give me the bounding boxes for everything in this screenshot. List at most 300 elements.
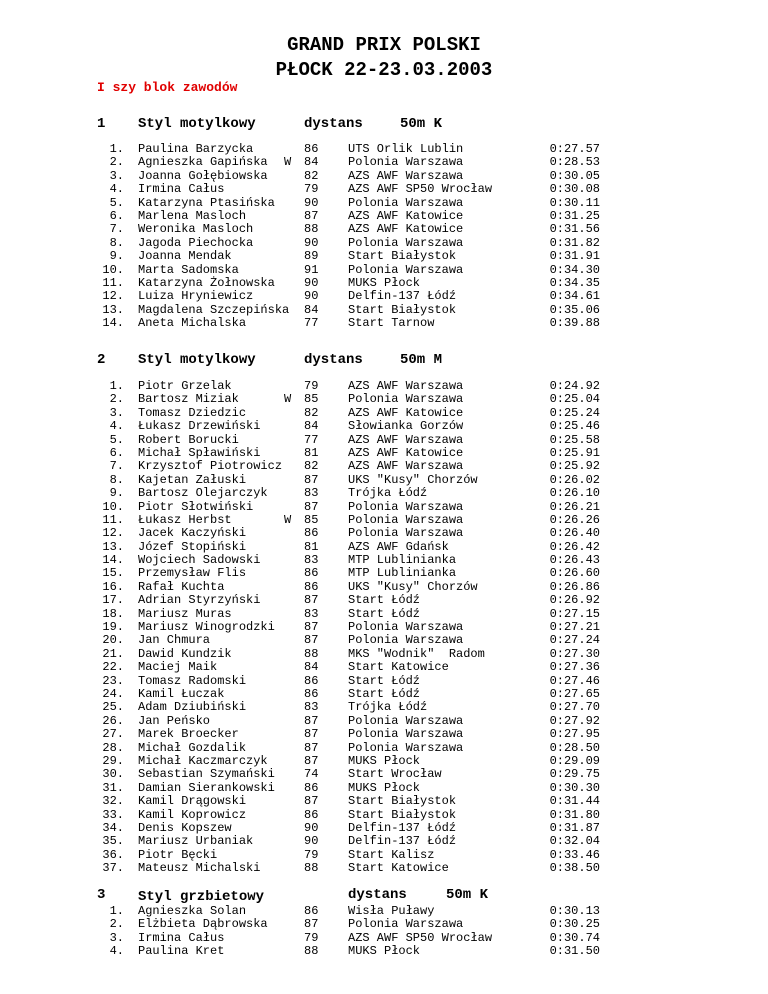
time-cell: 0:29.75 bbox=[549, 767, 600, 782]
club-cell: Start Katowice bbox=[348, 861, 449, 876]
name-cell: Marlena Masloch bbox=[138, 208, 247, 223]
club-cell: Polonia Warszawa bbox=[348, 713, 464, 728]
time-cell: 0:33.46 bbox=[549, 847, 600, 862]
name-cell: Michał Gozdalik bbox=[138, 740, 247, 755]
year-cell: 87 bbox=[304, 753, 319, 768]
time-cell: 0:30.74 bbox=[549, 930, 600, 945]
time-cell: 0:26.02 bbox=[549, 472, 600, 487]
name-cell: Piotr Bęcki bbox=[138, 847, 218, 862]
name-cell: Kamil Koprowicz bbox=[138, 807, 247, 822]
table-row bbox=[0, 541, 768, 554]
year-cell: 86 bbox=[304, 526, 319, 541]
club-cell: AZS AWF Katowice bbox=[348, 445, 464, 460]
year-cell: 84 bbox=[304, 155, 319, 170]
rank-cell: 16. bbox=[102, 579, 124, 594]
year-cell: 88 bbox=[304, 646, 319, 661]
table-row bbox=[0, 945, 768, 958]
year-cell: 87 bbox=[304, 472, 319, 487]
table-row bbox=[0, 755, 768, 768]
year-cell: 74 bbox=[304, 767, 319, 782]
club-cell: Polonia Warszawa bbox=[348, 740, 464, 755]
time-cell: 0:30.30 bbox=[549, 780, 600, 795]
year-cell: 79 bbox=[304, 182, 319, 197]
table-row bbox=[0, 675, 768, 688]
time-cell: 0:24.92 bbox=[549, 379, 600, 393]
time-cell: 0:27.21 bbox=[549, 620, 600, 635]
club-cell: Delfin-137 Łódź bbox=[348, 820, 457, 835]
table-row bbox=[0, 554, 768, 567]
table-row bbox=[0, 782, 768, 795]
year-cell: 86 bbox=[304, 686, 319, 701]
time-cell: 0:27.65 bbox=[549, 686, 600, 701]
time-cell: 0:26.42 bbox=[549, 539, 600, 554]
rank-cell: 6. bbox=[109, 208, 124, 223]
year-cell: 90 bbox=[304, 235, 319, 250]
name-cell: Luiza Hryniewicz bbox=[138, 289, 254, 304]
time-cell: 0:31.80 bbox=[549, 807, 600, 822]
club-cell: AZS AWF Warszawa bbox=[348, 168, 464, 183]
time-cell: 0:25.92 bbox=[549, 459, 600, 474]
name-cell: Weronika Masloch bbox=[138, 222, 254, 237]
section-length: 50m K bbox=[446, 887, 489, 903]
club-cell: MTP Lublinianka bbox=[348, 553, 457, 568]
year-cell: 86 bbox=[304, 807, 319, 822]
rank-cell: 17. bbox=[102, 593, 124, 608]
time-cell: 0:25.04 bbox=[549, 392, 600, 407]
name-cell: Łukasz Drzewiński bbox=[138, 419, 261, 434]
rank-cell: 11. bbox=[102, 512, 124, 527]
rank-cell: 24. bbox=[102, 686, 124, 701]
year-cell: 89 bbox=[304, 249, 319, 264]
club-cell: Start Łódź bbox=[348, 606, 421, 621]
time-cell: 0:29.09 bbox=[549, 753, 600, 768]
club-cell: Start Łódź bbox=[348, 673, 421, 688]
table-row bbox=[0, 501, 768, 514]
table-row bbox=[0, 210, 768, 223]
rank-cell: 8. bbox=[109, 472, 124, 487]
table-row bbox=[0, 581, 768, 594]
club-cell: AZS AWF Katowice bbox=[348, 222, 464, 237]
year-cell: 84 bbox=[304, 302, 319, 317]
table-row bbox=[0, 460, 768, 473]
table-row bbox=[0, 661, 768, 674]
club-cell: Polonia Warszawa bbox=[348, 262, 464, 277]
table-row bbox=[0, 514, 768, 527]
club-cell: AZS AWF Gdańsk bbox=[348, 539, 449, 554]
table-row bbox=[0, 264, 768, 277]
rank-cell: 26. bbox=[102, 713, 124, 728]
name-cell: Paulina Barzycka bbox=[138, 142, 254, 156]
name-cell: Bartosz Miziak bbox=[138, 392, 239, 407]
name-cell: Robert Borucki bbox=[138, 432, 239, 447]
name-cell: Mariusz Winogrodzki bbox=[138, 620, 275, 635]
year-cell: 84 bbox=[304, 419, 319, 434]
section-number: 2 bbox=[97, 352, 106, 368]
name-cell: Józef Stopiński bbox=[138, 539, 247, 554]
time-cell: 0:27.24 bbox=[549, 633, 600, 648]
year-cell: 86 bbox=[304, 142, 319, 156]
table-row bbox=[0, 862, 768, 875]
time-cell: 0:27.92 bbox=[549, 713, 600, 728]
club-cell: Polonia Warszawa bbox=[348, 235, 464, 250]
year-cell: 90 bbox=[304, 289, 319, 304]
name-cell: Kamil Drągowski bbox=[138, 794, 247, 809]
name-cell: Kajetan Załuski bbox=[138, 472, 247, 487]
time-cell: 0:38.50 bbox=[549, 861, 600, 876]
rank-cell: 33. bbox=[102, 807, 124, 822]
year-cell: 86 bbox=[304, 579, 319, 594]
name-cell: Dawid Kundzik bbox=[138, 646, 232, 661]
year-cell: 87 bbox=[304, 713, 319, 728]
name-cell: Adam Dziubiński bbox=[138, 700, 247, 715]
club-cell: Start Białystok bbox=[348, 302, 457, 317]
table-row bbox=[0, 768, 768, 781]
club-cell: Słowianka Gorzów bbox=[348, 419, 464, 434]
time-cell: 0:25.58 bbox=[549, 432, 600, 447]
rank-cell: 1. bbox=[109, 904, 124, 918]
rank-cell: 35. bbox=[102, 834, 124, 849]
time-cell: 0:27.15 bbox=[549, 606, 600, 621]
time-cell: 0:34.30 bbox=[549, 262, 600, 277]
club-cell: Start Białystok bbox=[348, 807, 457, 822]
table-row bbox=[0, 317, 768, 330]
club-cell: Polonia Warszawa bbox=[348, 155, 464, 170]
year-cell: 90 bbox=[304, 820, 319, 835]
club-cell: Start Łódź bbox=[348, 593, 421, 608]
rank-cell: 2. bbox=[109, 917, 124, 932]
year-cell: 86 bbox=[304, 780, 319, 795]
time-cell: 0:27.70 bbox=[549, 700, 600, 715]
club-cell: Wisła Puławy bbox=[348, 904, 435, 918]
name-cell: Irmina Całus bbox=[138, 930, 225, 945]
time-cell: 0:26.92 bbox=[549, 593, 600, 608]
table-row bbox=[0, 728, 768, 741]
table-row bbox=[0, 795, 768, 808]
name-cell: Adrian Styrzyński bbox=[138, 593, 261, 608]
page-subtitle: PŁOCK 22-23.03.2003 bbox=[275, 59, 493, 81]
club-cell: Delfin-137 Łódź bbox=[348, 289, 457, 304]
time-cell: 0:34.61 bbox=[549, 289, 600, 304]
name-cell: Irmina Całus bbox=[138, 182, 225, 197]
club-cell: MUKS Płock bbox=[348, 753, 421, 768]
club-cell: AZS AWF Katowice bbox=[348, 405, 464, 420]
club-cell: Polonia Warszawa bbox=[348, 512, 464, 527]
time-cell: 0:30.05 bbox=[549, 168, 600, 183]
rank-cell: 1. bbox=[109, 379, 124, 393]
club-cell: Polonia Warszawa bbox=[348, 499, 464, 514]
time-cell: 0:30.11 bbox=[549, 195, 600, 210]
rank-cell: 29. bbox=[102, 753, 124, 768]
name-cell: Michał Spławiński bbox=[138, 445, 261, 460]
section-length: 50m M bbox=[400, 352, 443, 368]
table-row bbox=[0, 715, 768, 728]
rank-cell: 9. bbox=[109, 486, 124, 501]
table-row bbox=[0, 393, 768, 406]
rank-cell: 11. bbox=[102, 275, 124, 290]
year-cell: 83 bbox=[304, 606, 319, 621]
name-cell: Mateusz Michalski bbox=[138, 861, 261, 876]
year-cell: 90 bbox=[304, 275, 319, 290]
rank-cell: 3. bbox=[109, 930, 124, 945]
name-cell: Agnieszka Solan bbox=[138, 904, 247, 918]
year-cell: 87 bbox=[304, 593, 319, 608]
club-cell: Polonia Warszawa bbox=[348, 392, 464, 407]
table-row bbox=[0, 277, 768, 290]
table-row bbox=[0, 648, 768, 661]
year-cell: 79 bbox=[304, 379, 319, 393]
rank-cell: 19. bbox=[102, 620, 124, 635]
club-cell: Polonia Warszawa bbox=[348, 633, 464, 648]
flag-cell: W bbox=[284, 512, 292, 527]
name-cell: Agnieszka Gapińska bbox=[138, 155, 268, 170]
name-cell: Joanna Gołębiowska bbox=[138, 168, 268, 183]
year-cell: 90 bbox=[304, 834, 319, 849]
table-row bbox=[0, 304, 768, 317]
club-cell: Start Łódź bbox=[348, 686, 421, 701]
year-cell: 83 bbox=[304, 486, 319, 501]
year-cell: 90 bbox=[304, 195, 319, 210]
table-row bbox=[0, 290, 768, 303]
name-cell: Łukasz Herbst bbox=[138, 512, 232, 527]
rank-cell: 21. bbox=[102, 646, 124, 661]
flag-cell: W bbox=[284, 155, 292, 170]
results-table bbox=[0, 143, 768, 330]
section-style: Styl grzbietowy bbox=[138, 889, 265, 905]
results-table bbox=[0, 380, 768, 875]
year-cell: 84 bbox=[304, 660, 319, 675]
time-cell: 0:26.60 bbox=[549, 566, 600, 581]
table-row bbox=[0, 822, 768, 835]
name-cell: Jan Chmura bbox=[138, 633, 211, 648]
year-cell: 82 bbox=[304, 405, 319, 420]
table-row bbox=[0, 407, 768, 420]
name-cell: Denis Kopszew bbox=[138, 820, 232, 835]
rank-cell: 28. bbox=[102, 740, 124, 755]
name-cell: Magdalena Szczepińska bbox=[138, 302, 290, 317]
table-row bbox=[0, 835, 768, 848]
club-cell: Polonia Warszawa bbox=[348, 727, 464, 742]
name-cell: Przemysław Flis bbox=[138, 566, 247, 581]
rank-cell: 6. bbox=[109, 445, 124, 460]
rank-cell: 5. bbox=[109, 432, 124, 447]
time-cell: 0:31.44 bbox=[549, 794, 600, 809]
time-cell: 0:27.36 bbox=[549, 660, 600, 675]
time-cell: 0:26.86 bbox=[549, 579, 600, 594]
rank-cell: 22. bbox=[102, 660, 124, 675]
year-cell: 88 bbox=[304, 222, 319, 237]
rank-cell: 2. bbox=[109, 155, 124, 170]
club-cell: Polonia Warszawa bbox=[348, 917, 464, 932]
rank-cell: 10. bbox=[102, 499, 124, 514]
name-cell: Jacek Kaczyński bbox=[138, 526, 247, 541]
name-cell: Mariusz Urbaniak bbox=[138, 834, 254, 849]
time-cell: 0:31.91 bbox=[549, 249, 600, 264]
time-cell: 0:27.46 bbox=[549, 673, 600, 688]
name-cell: Kamil Łuczak bbox=[138, 686, 225, 701]
rank-cell: 12. bbox=[102, 289, 124, 304]
rank-cell: 13. bbox=[102, 302, 124, 317]
rank-cell: 12. bbox=[102, 526, 124, 541]
rank-cell: 10. bbox=[102, 262, 124, 277]
rank-cell: 31. bbox=[102, 780, 124, 795]
time-cell: 0:31.50 bbox=[549, 944, 600, 959]
rank-cell: 15. bbox=[102, 566, 124, 581]
rank-cell: 34. bbox=[102, 820, 124, 835]
section-length: 50m K bbox=[400, 116, 443, 132]
time-cell: 0:39.88 bbox=[549, 316, 600, 331]
time-cell: 0:27.95 bbox=[549, 727, 600, 742]
year-cell: 88 bbox=[304, 861, 319, 876]
club-cell: AZS AWF SP50 Wrocław bbox=[348, 182, 493, 197]
name-cell: Maciej Maik bbox=[138, 660, 218, 675]
name-cell: Marta Sadomska bbox=[138, 262, 239, 277]
table-row bbox=[0, 237, 768, 250]
table-row bbox=[0, 447, 768, 460]
year-cell: 83 bbox=[304, 700, 319, 715]
year-cell: 87 bbox=[304, 740, 319, 755]
club-cell: Start Białystok bbox=[348, 249, 457, 264]
year-cell: 81 bbox=[304, 539, 319, 554]
name-cell: Piotr Grzelak bbox=[138, 379, 232, 393]
table-row bbox=[0, 932, 768, 945]
name-cell: Marek Broecker bbox=[138, 727, 239, 742]
rank-cell: 32. bbox=[102, 794, 124, 809]
name-cell: Elżbieta Dąbrowska bbox=[138, 917, 268, 932]
table-row bbox=[0, 143, 768, 156]
rank-cell: 37. bbox=[102, 861, 124, 876]
rank-cell: 25. bbox=[102, 700, 124, 715]
table-row bbox=[0, 594, 768, 607]
name-cell: Katarzyna Żołnowska bbox=[138, 275, 275, 290]
time-cell: 0:25.24 bbox=[549, 405, 600, 420]
table-row bbox=[0, 474, 768, 487]
name-cell: Paulina Kret bbox=[138, 944, 225, 959]
club-cell: Delfin-137 Łódź bbox=[348, 834, 457, 849]
section-distance-label: dystans bbox=[304, 116, 363, 132]
year-cell: 79 bbox=[304, 847, 319, 862]
table-row bbox=[0, 567, 768, 580]
table-row bbox=[0, 809, 768, 822]
table-row bbox=[0, 742, 768, 755]
club-cell: AZS AWF Warszawa bbox=[348, 459, 464, 474]
year-cell: 86 bbox=[304, 673, 319, 688]
club-cell: UKS "Kusy" Chorzów bbox=[348, 472, 478, 487]
table-row bbox=[0, 487, 768, 500]
name-cell: Tomasz Dziedzic bbox=[138, 405, 247, 420]
year-cell: 82 bbox=[304, 459, 319, 474]
year-cell: 87 bbox=[304, 917, 319, 932]
name-cell: Aneta Michalska bbox=[138, 316, 247, 331]
table-row bbox=[0, 250, 768, 263]
section-distance-label: dystans bbox=[348, 887, 407, 903]
rank-cell: 1. bbox=[109, 142, 124, 156]
club-cell: Start Tarnow bbox=[348, 316, 435, 331]
name-cell: Jan Peńsko bbox=[138, 713, 211, 728]
rank-cell: 4. bbox=[109, 182, 124, 197]
club-cell: Start Katowice bbox=[348, 660, 449, 675]
time-cell: 0:31.87 bbox=[549, 820, 600, 835]
club-cell: Trójka Łódź bbox=[348, 700, 428, 715]
time-cell: 0:34.35 bbox=[549, 275, 600, 290]
table-row bbox=[0, 197, 768, 210]
club-cell: Start Kalisz bbox=[348, 847, 435, 862]
table-row bbox=[0, 621, 768, 634]
club-cell: AZS AWF Warszawa bbox=[348, 432, 464, 447]
club-cell: UTS Orlik Lublin bbox=[348, 142, 464, 156]
results-table bbox=[0, 905, 768, 959]
year-cell: 79 bbox=[304, 930, 319, 945]
table-row bbox=[0, 223, 768, 236]
table-row bbox=[0, 608, 768, 621]
table-row bbox=[0, 434, 768, 447]
rank-cell: 23. bbox=[102, 673, 124, 688]
year-cell: 77 bbox=[304, 316, 319, 331]
name-cell: Rafał Kuchta bbox=[138, 579, 225, 594]
time-cell: 0:28.50 bbox=[549, 740, 600, 755]
year-cell: 87 bbox=[304, 633, 319, 648]
year-cell: 85 bbox=[304, 392, 319, 407]
club-cell: Polonia Warszawa bbox=[348, 620, 464, 635]
year-cell: 87 bbox=[304, 208, 319, 223]
table-row bbox=[0, 918, 768, 931]
year-cell: 87 bbox=[304, 794, 319, 809]
rank-cell: 7. bbox=[109, 222, 124, 237]
club-cell: UKS "Kusy" Chorzów bbox=[348, 579, 478, 594]
table-row bbox=[0, 183, 768, 196]
rank-cell: 14. bbox=[102, 316, 124, 331]
club-cell: Start Wrocław bbox=[348, 767, 442, 782]
name-cell: Damian Sierankowski bbox=[138, 780, 275, 795]
time-cell: 0:32.04 bbox=[549, 834, 600, 849]
time-cell: 0:26.43 bbox=[549, 553, 600, 568]
time-cell: 0:31.25 bbox=[549, 208, 600, 223]
club-cell: Trójka Łódź bbox=[348, 486, 428, 501]
year-cell: 86 bbox=[304, 566, 319, 581]
rank-cell: 9. bbox=[109, 249, 124, 264]
time-cell: 0:30.13 bbox=[549, 904, 600, 918]
table-row bbox=[0, 170, 768, 183]
rank-cell: 8. bbox=[109, 235, 124, 250]
rank-cell: 4. bbox=[109, 944, 124, 959]
time-cell: 0:26.40 bbox=[549, 526, 600, 541]
year-cell: 87 bbox=[304, 620, 319, 635]
table-row bbox=[0, 849, 768, 862]
club-cell: AZS AWF SP50 Wrocław bbox=[348, 930, 493, 945]
year-cell: 86 bbox=[304, 904, 319, 918]
club-cell: MKS "Wodnik" Radom bbox=[348, 646, 485, 661]
section-number: 3 bbox=[97, 887, 106, 903]
section-style: Styl motylkowy bbox=[138, 352, 256, 368]
rank-cell: 2. bbox=[109, 392, 124, 407]
rank-cell: 5. bbox=[109, 195, 124, 210]
year-cell: 82 bbox=[304, 168, 319, 183]
section-number: 1 bbox=[97, 116, 106, 132]
rank-cell: 13. bbox=[102, 539, 124, 554]
section-style: Styl motylkowy bbox=[138, 116, 256, 132]
time-cell: 0:35.06 bbox=[549, 302, 600, 317]
name-cell: Krzysztof Piotrowicz bbox=[138, 459, 283, 474]
time-cell: 0:30.08 bbox=[549, 182, 600, 197]
table-row bbox=[0, 688, 768, 701]
name-cell: Tomasz Radomski bbox=[138, 673, 247, 688]
year-cell: 91 bbox=[304, 262, 319, 277]
rank-cell: 14. bbox=[102, 553, 124, 568]
section-distance-label: dystans bbox=[304, 352, 363, 368]
name-cell: Katarzyna Ptasińska bbox=[138, 195, 275, 210]
table-row bbox=[0, 905, 768, 918]
name-cell: Bartosz Olejarczyk bbox=[138, 486, 268, 501]
name-cell: Joanna Mendak bbox=[138, 249, 232, 264]
